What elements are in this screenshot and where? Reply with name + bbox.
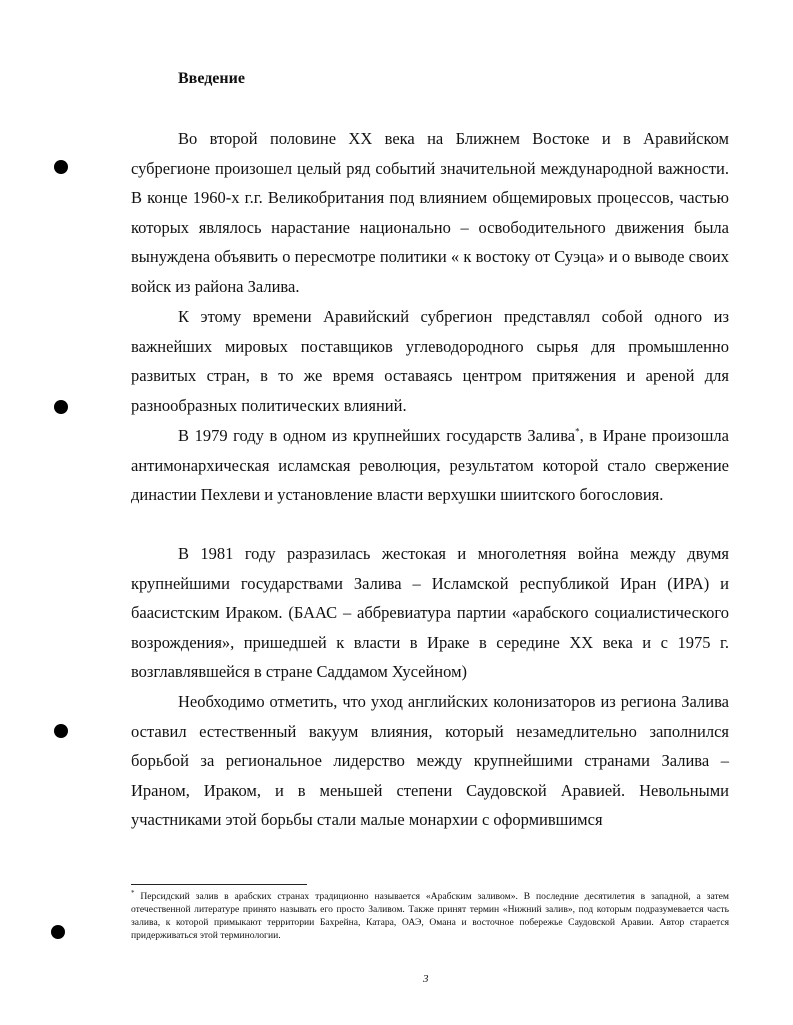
binder-hole-1 — [54, 160, 68, 174]
footnote-separator — [131, 884, 307, 885]
footnote-reference: * — [575, 426, 580, 437]
paragraph-5: Необходимо отметить, что уход английских колонизаторов из региона Залива оставил естественный вакуум влияния, который незамедлительно заполнился борьбой за региональное лидерство между крупнейшими странами Залива – Ираном, Ираком, и в меньшей степени Саудовской Аравией. Невольными участниками этой борьбы стали малые монархии с оформившимся — [131, 692, 729, 830]
paragraph-3-text-before: В 1979 году в одном из крупнейших государств Залива — [178, 426, 576, 445]
paragraph-2: К этому времени Аравийский субрегион представлял собой одного из важнейших мировых поставщиков углеводородного сырья для промышленно развитых стран, в то же время оставаясь центром притяжения и ареной для разнообразных политических влияний. — [131, 307, 729, 415]
paragraph-1: Во второй половине XX века на Ближнем Востоке и в Аравийском субрегионе произошел целый ряд событий значительной международной важности. В конце 1960-х г.г. Великобритания под влиянием общемировых процессов, частью которых являлось нарастание национально – освободительного движения была вынуждена объявить о пересмотре политики « к востоку от Суэца» и о выводе своих войск из района Залива. — [131, 129, 729, 296]
binder-hole-2 — [54, 400, 68, 414]
paragraph-3-text-after: , в Иране произошла антимонархическая исламская революция, результатом которой стало свержение династии Пехлеви и установление власти верхушки шиитского богословия. — [131, 426, 729, 505]
binder-hole-4 — [51, 925, 65, 939]
footnote-text: Персидский залив в арабских странах традиционно называется «Арабским заливом». В последние десятилетия в западной, а затем отечественной литературе принято называть его просто Заливом. Также принят термин «Нижний залив», под которым подразумевается часть залива, к которой примыкают территории Бахрейна, Катара, ОАЭ, Омана и восточное побережье Саудовской Аравии. Автор старается придерживаться этой терминологии. — [131, 891, 730, 941]
paragraph-3 — [131, 421, 729, 510]
footnote — [131, 890, 729, 942]
paragraph-4: В 1981 году разразилась жестокая и многолетняя война между двумя крупнейшими государствами Залива – Исламской республикой Иран (ИРА) и баасистским Ираком. (БААС – аббревиатура партии «арабского социалистического возрождения», пришедшей к власти в Ираке в середине XX века и с 1975 г. возглавлявшейся в стране Саддамом Хусейном) — [131, 544, 729, 682]
footnote-marker: * — [131, 888, 135, 897]
section-heading: Введение — [178, 70, 245, 87]
binder-hole-3 — [54, 724, 68, 738]
page-number: 3 — [423, 973, 429, 985]
